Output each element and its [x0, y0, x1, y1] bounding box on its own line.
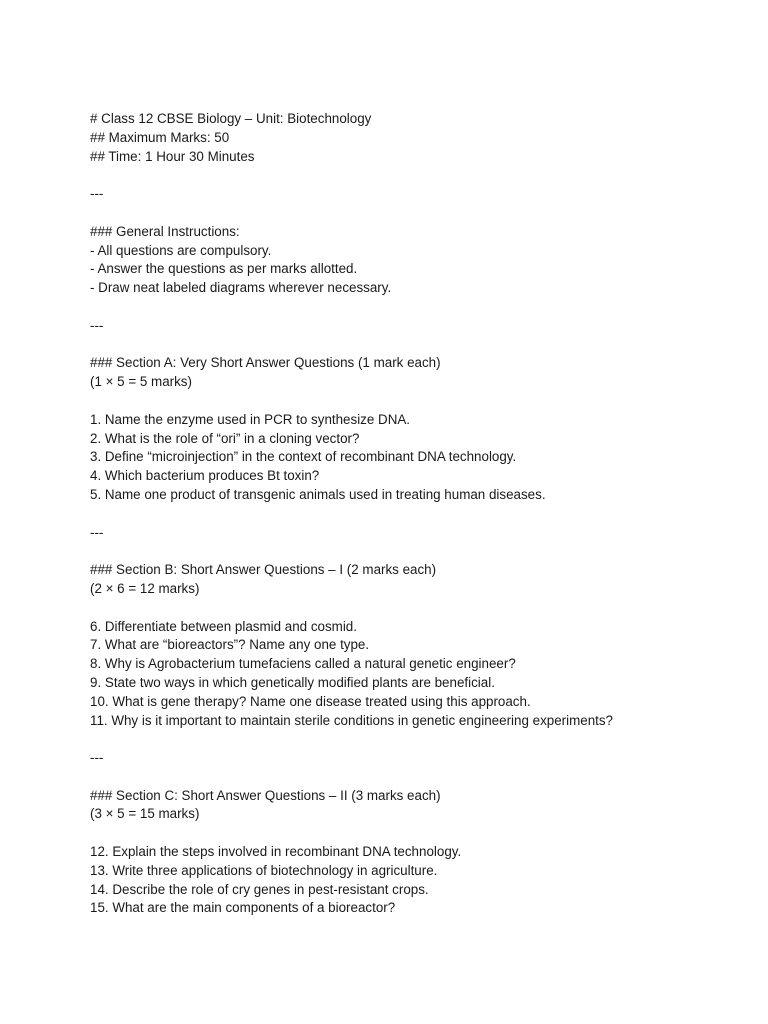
section-a-heading: ### Section A: Very Short Answer Questions (1 mark each)	[90, 355, 441, 371]
spacer	[90, 730, 730, 749]
question-item: 11. Why is it important to maintain sterile conditions in genetic engineering experiments?	[90, 712, 613, 728]
separator: ---	[90, 524, 104, 540]
separator: ---	[90, 317, 104, 333]
spacer	[90, 599, 730, 618]
instruction-item: - Answer the questions as per marks allotted.	[90, 261, 358, 277]
document-page	[90, 110, 730, 918]
question-item: 14. Describe the role of cry genes in pest-resistant crops.	[90, 881, 429, 897]
time-allowed: ## Time: 1 Hour 30 Minutes	[90, 148, 255, 164]
spacer	[90, 542, 730, 561]
maximum-marks: ## Maximum Marks: 50	[90, 129, 230, 145]
question-item: 9. State two ways in which genetically modified plants are beneficial.	[90, 674, 495, 690]
spacer	[90, 204, 730, 223]
separator: ---	[90, 750, 104, 766]
question-item: 1. Name the enzyme used in PCR to synthesize DNA.	[90, 411, 411, 427]
question-item: 8. Why is Agrobacterium tumefaciens called a natural genetic engineer?	[90, 656, 516, 672]
question-item: 3. Define “microinjection” in the context of recombinant DNA technology.	[90, 449, 517, 465]
document-title: # Class 12 CBSE Biology – Unit: Biotechnology	[90, 111, 372, 126]
question-item: 10. What is gene therapy? Name one disease treated using this approach.	[90, 693, 531, 709]
question-item: 15. What are the main components of a bioreactor?	[90, 900, 396, 916]
section-c-marks: (3 × 5 = 15 marks)	[90, 806, 200, 822]
spacer	[90, 505, 730, 524]
question-item: 13. Write three applications of biotechnology in agriculture.	[90, 862, 438, 878]
instructions-heading: ### General Instructions:	[90, 223, 240, 239]
instruction-item: - Draw neat labeled diagrams wherever necessary.	[90, 280, 392, 296]
spacer	[90, 166, 730, 185]
section-c-heading: ### Section C: Short Answer Questions – II (3 marks each)	[90, 787, 441, 803]
question-item: 4. Which bacterium produces Bt toxin?	[90, 468, 320, 484]
separator: ---	[90, 186, 104, 202]
question-item: 2. What is the role of “ori” in a cloning vector?	[90, 430, 360, 446]
section-a-marks: (1 × 5 = 5 marks)	[90, 374, 192, 390]
spacer	[90, 298, 730, 317]
spacer	[90, 768, 730, 787]
spacer	[90, 824, 730, 843]
question-item: 5. Name one product of transgenic animals used in treating human diseases.	[90, 486, 546, 502]
instruction-item: - All questions are compulsory.	[90, 242, 272, 258]
section-b-heading: ### Section B: Short Answer Questions – I (2 marks each)	[90, 562, 437, 578]
spacer	[90, 336, 730, 355]
section-b-marks: (2 × 6 = 12 marks)	[90, 580, 200, 596]
spacer	[90, 392, 730, 411]
question-item: 6. Differentiate between plasmid and cosmid.	[90, 618, 357, 634]
question-item: 12. Explain the steps involved in recombinant DNA technology.	[90, 844, 462, 860]
question-item: 7. What are “bioreactors”? Name any one type.	[90, 637, 370, 653]
